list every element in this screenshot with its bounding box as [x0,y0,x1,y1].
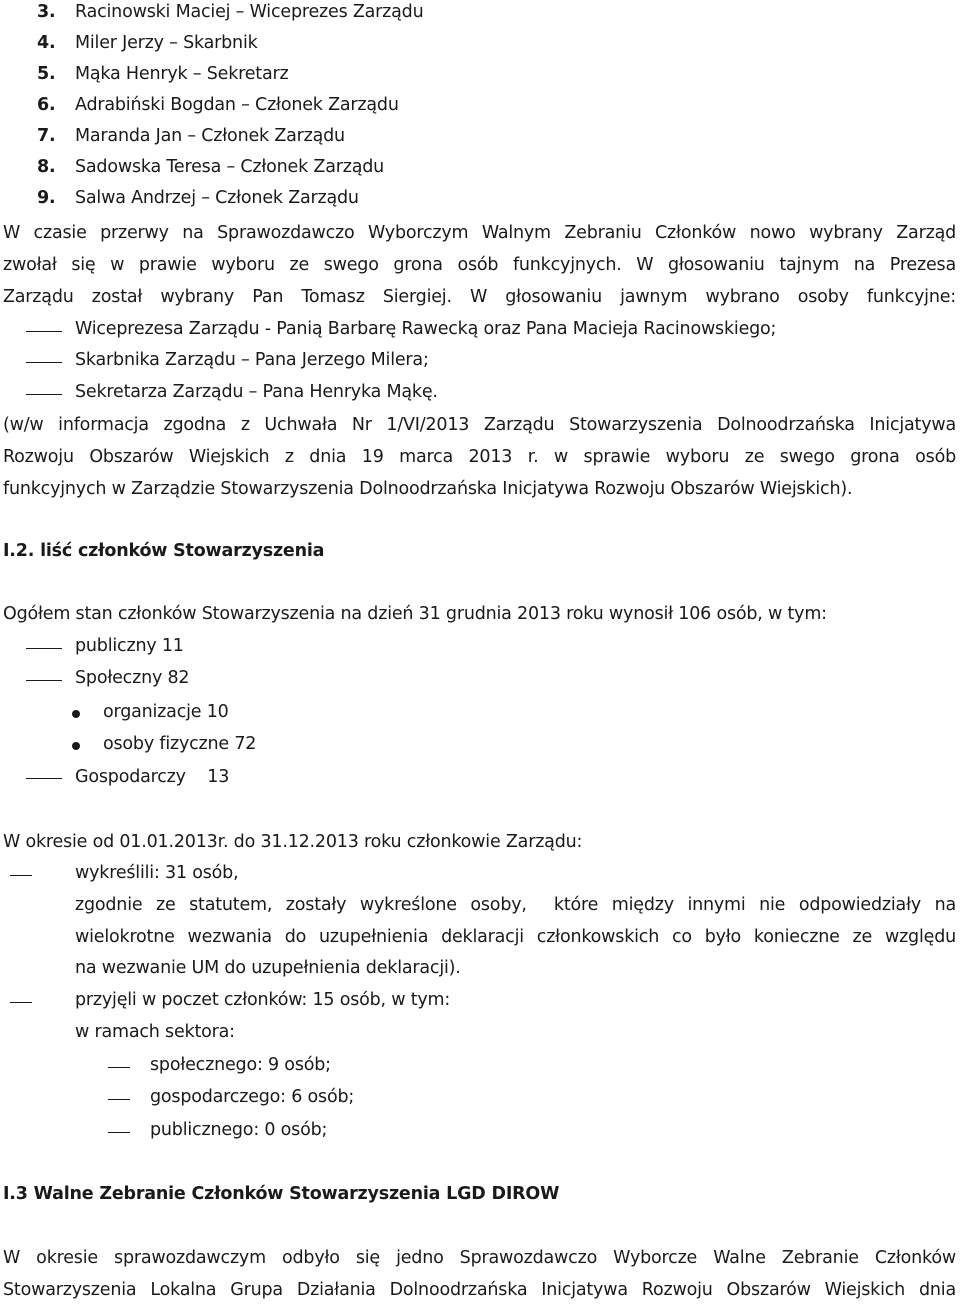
list-text: w ramach sektora: [75,1022,235,1042]
list-item [0,188,960,210]
list-text: przyjęli w poczet członków: 15 osób, w tym: [75,990,451,1010]
list-text: Sekretarza Zarządu – Pana Henryka Mąkę. [75,382,438,402]
list-text: Społeczny 82 [75,668,190,688]
list-item [0,157,960,179]
list-text: Miler Jerzy – Skarbnik [75,33,258,53]
list-text: społecznego: 9 osób; [150,1055,331,1075]
dash-bullet [26,648,62,649]
paragraph-line: W okresie sprawozdawczym odbyło się jedno Sprawozdawczo Wyborcze Walne Zebranie Członków [3,1248,956,1268]
list-text: Skarbnika Zarządu – Pana Jerzego Milera; [75,350,429,370]
list-text: Gospodarczy 13 [75,767,230,787]
list-text: Salwa Andrzej – Członek Zarządu [75,188,359,208]
list-text: publiczny 11 [75,636,184,656]
list-text: Adrabiński Bogdan – Członek Zarządu [75,95,399,115]
list-text: Sadowska Teresa – Członek Zarządu [75,157,385,177]
list-item [0,126,960,148]
dash-bullet [108,1067,130,1068]
list-text: publicznego: 0 osób; [150,1120,328,1140]
dash-bullet [108,1132,130,1133]
paragraph-line: funkcyjnych w Zarządzie Stowarzyszenia Dolnoodrzańska Inicjatywa Rozwoju Obszarów Wiejskich). [3,479,853,499]
list-item [0,33,960,55]
dash-bullet [26,778,62,779]
list-number: 7. [37,126,56,146]
paragraph-line: (w/w informacja zgodna z Uchwała Nr 1/VI/2013 Zarządu Stowarzyszenia Dolnoodrzańska Inicjatywa [3,415,956,435]
paragraph-line: Zarządu został wybrany Pan Tomasz Siergiej. W głosowaniu jawnym wybrano osoby funkcyjne: [3,287,956,307]
paragraph-line: Stowarzyszenia Lokalna Grupa Działania Dolnoodrzańska Inicjatywa Rozwoju Obszarów Wiejskich dnia [3,1280,956,1300]
dash-bullet [26,362,62,363]
list-number: 3. [37,2,56,22]
bullet-dot [72,742,80,750]
list-text: osoby fizyczne 72 [103,734,257,754]
list-text: gospodarczego: 6 osób; [150,1087,355,1107]
dash-bullet [26,680,62,681]
dash-bullet [108,1099,130,1100]
list-text: Mąka Henryk – Sekretarz [75,64,289,84]
paragraph-line: W czasie przerwy na Sprawozdawczo Wyborczym Walnym Zebraniu Członków nowo wybrany Zarząd [3,223,956,243]
list-number: 4. [37,33,56,53]
list-item [0,64,960,86]
paragraph-line: na wezwanie UM do uzupełnienia deklaracji). [75,958,461,978]
section-heading: I.2. liść członków Stowarzyszenia [3,541,325,561]
paragraph-line: W okresie od 01.01.2013r. do 31.12.2013 roku członkowie Zarządu: [3,832,583,852]
list-number: 9. [37,188,56,208]
dash-bullet [26,331,62,332]
list-number: 8. [37,157,56,177]
list-item [0,95,960,117]
paragraph-line: Ogółem stan członków Stowarzyszenia na dzień 31 grudnia 2013 roku wynosił 106 osób, w tym: [3,604,827,624]
section-heading: I.3 Walne Zebranie Członków Stowarzyszenia LGD DIROW [3,1184,560,1204]
bullet-dot [72,710,80,718]
paragraph-line: zgodnie ze statutem, zostały wykreślone osoby, które między innymi nie odpowiedziały na [75,895,956,915]
list-number: 6. [37,95,56,115]
paragraph-line: wielokrotne wezwania do uzupełnienia deklaracji członkowskich co było konieczne ze względu [75,927,956,947]
list-number: 5. [37,64,56,84]
paragraph-line: Rozwoju Obszarów Wiejskich z dnia 19 marca 2013 r. w sprawie wyboru ze swego grona osób [3,447,956,467]
dash-bullet [26,394,62,395]
list-text: Maranda Jan – Członek Zarządu [75,126,345,146]
paragraph-line: zwołał się w prawie wyboru ze swego grona osób funkcyjnych. W głosowaniu tajnym na Prezesa [3,255,956,275]
list-item [0,2,960,24]
list-text: Wiceprezesa Zarządu - Panią Barbarę Rawecką oraz Pana Macieja Racinowskiego; [75,319,777,339]
list-text: wykreślili: 31 osób, [75,863,239,883]
list-text: Racinowski Maciej – Wiceprezes Zarządu [75,2,424,22]
dash-bullet [10,875,32,876]
dash-bullet [10,1002,32,1003]
list-text: organizacje 10 [103,702,229,722]
